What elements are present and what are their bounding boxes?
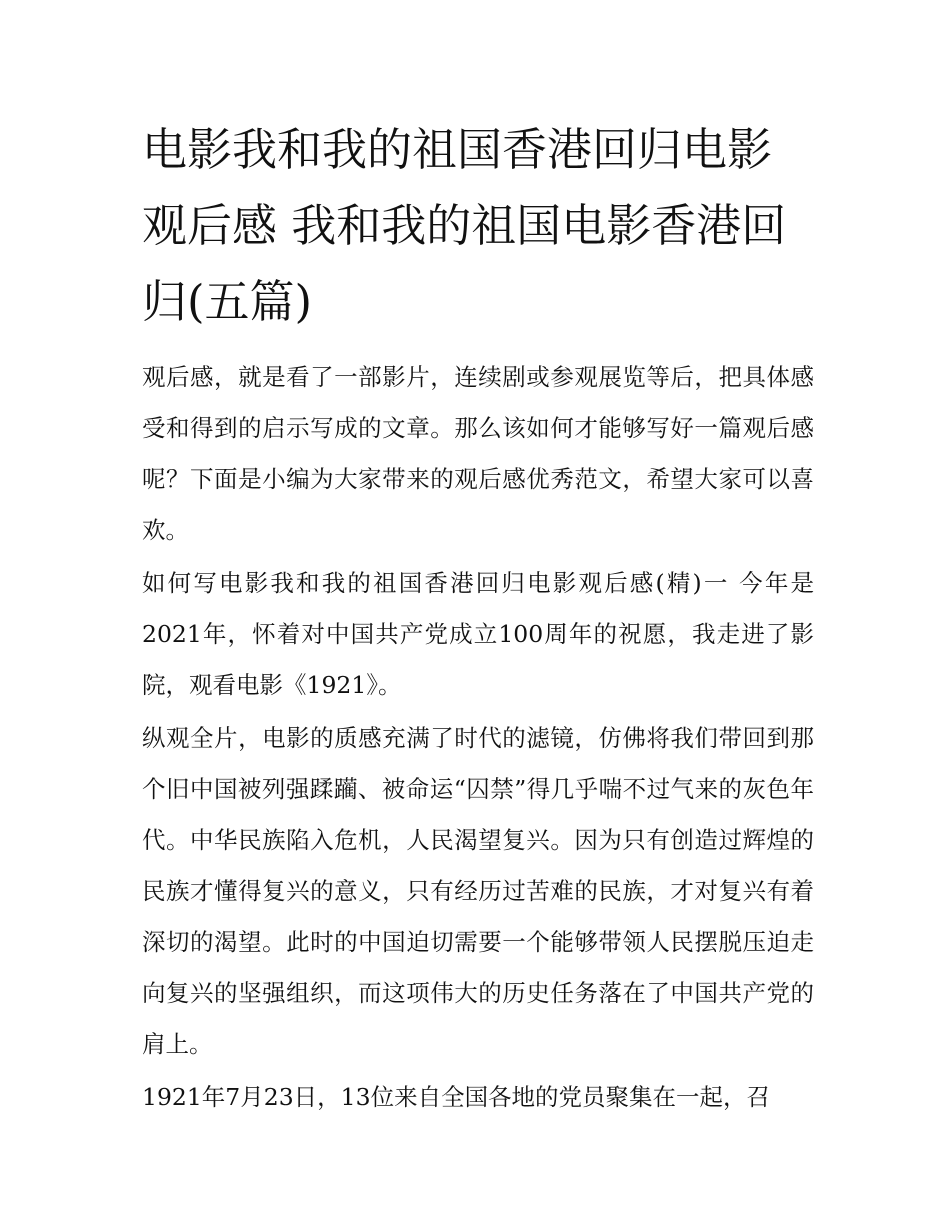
paragraph-intro: 观后感，就是看了一部影片，连续剧或参观展览等后，把具体感受和得到的启示写成的文章。那么该如何才能够写好一篇观后感呢？下面是小编为大家带来的观后感优秀范文，希望大家可以喜欢。: [142, 363, 814, 544]
paragraph-film-overview: 纵观全片，电影的质感充满了时代的滤镜，仿佛将我们带回到那个旧中国被列强蹂躏、被命运“囚禁”得几乎喘不过气来的灰色年代。中华民族陷入危机，人民渴望复兴。因为只有创造过辉煌的民族才懂得复兴的意义，只有经历过苦难的民族，才对复兴有着深切的渴望。此时的中国迫切需要一个能够带领人民摆脱压迫走向复兴的坚强组织，而这项伟大的历史任务落在了中国共产党的肩上。: [142, 724, 814, 1058]
document-title: 电影我和我的祖国香港回归电影观后感 我和我的祖国电影香港回归(五篇): [142, 123, 787, 328]
document-body: [142, 112, 814, 1125]
paragraph-history: 1921年7月23日，13位来自全国各地的党员聚集在一起，召: [142, 1083, 771, 1111]
paragraph-essay-opening: 如何写电影我和我的祖国香港回归电影观后感(精)一 今年是2021年，怀着对中国共产党成立100周年的祝愿，我走进了影院，观看电影《1921》。: [142, 569, 814, 699]
